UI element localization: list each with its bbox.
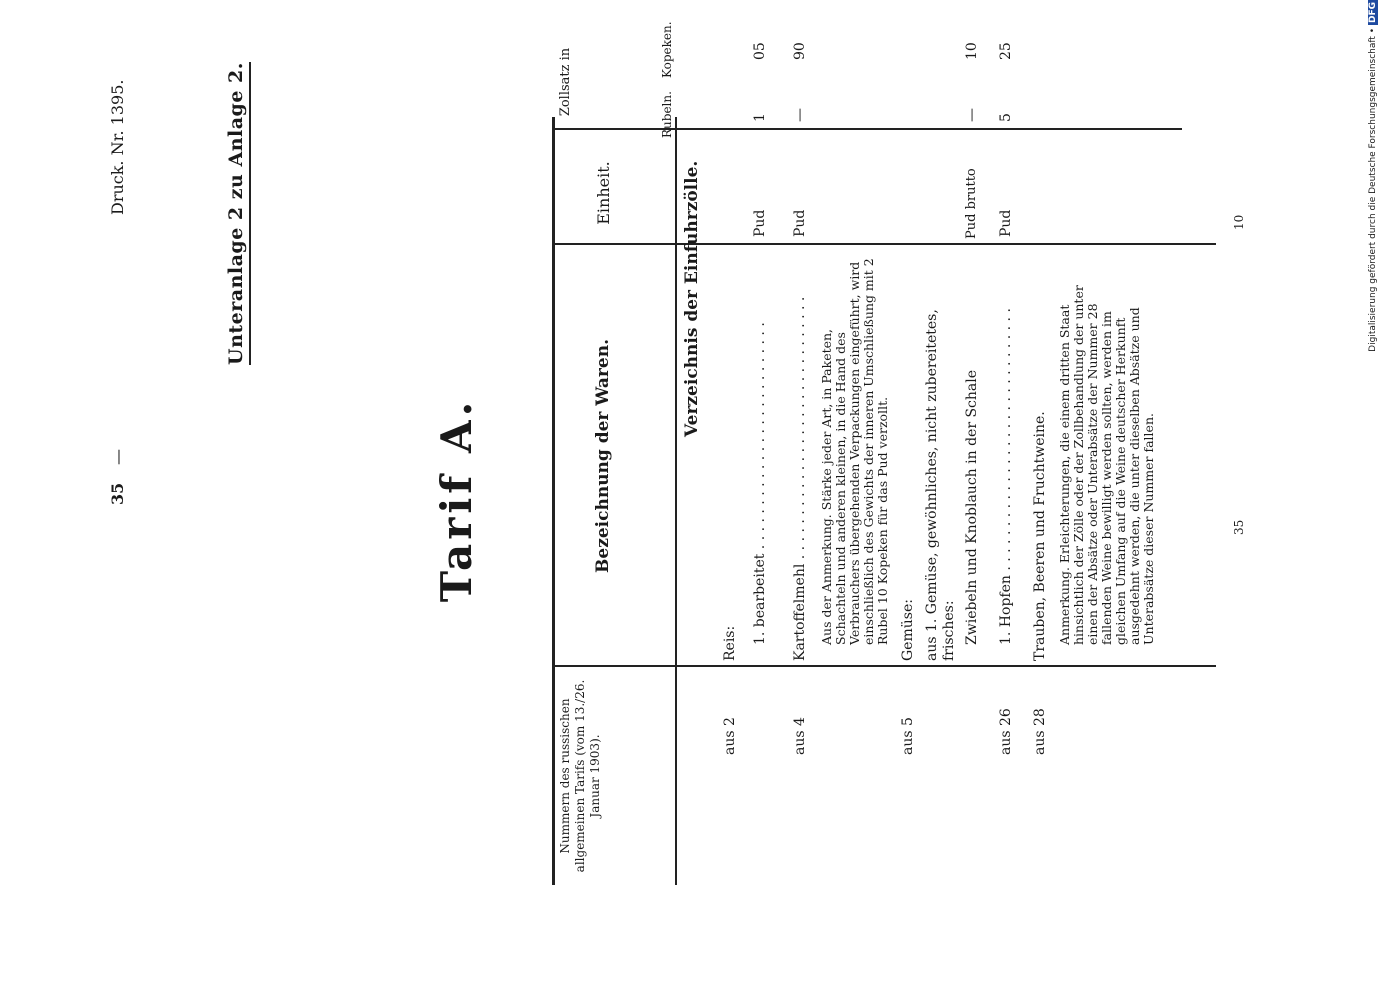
header-goods-description: Bezeichnung der Waren. [593, 339, 613, 573]
header-rubles: Rubeln. [660, 91, 674, 138]
row-text: Kartoffelmehl . . . . . . . . . . . . . . . . . . . . . . . . . . . . . . [792, 296, 808, 661]
row-number: aus 28 [1032, 708, 1048, 755]
page-number: 35 [108, 482, 127, 505]
row-text: aus 1. Gemüse, gewöhnliches, nicht zubereitetes, frisches: [924, 309, 957, 661]
header-unit: Einheit. [594, 161, 613, 225]
document-subtitle: Unteranlage 2 zu Anlage 2. [225, 62, 251, 365]
row-text: Zwiebeln und Knoblauch in der Schale [964, 369, 980, 645]
row-kopeks: 05 [752, 42, 768, 60]
document-title: Tarif A. [432, 397, 481, 603]
row-kopeks: 90 [792, 42, 808, 60]
dfg-logo: DFG [1368, 2, 1378, 24]
table-header-rule [675, 117, 677, 885]
row-note: Aus der Anmerkung. Stärke jeder Art, in Paketen, Schachteln und anderen kleinen, in die Hand des Verbrauchers übergehenden Verpackungen eingeführt, wird einschließlich des Gewichts der inneren Umschließung mit 2 Rubel 10 Kopeken für das Pud verzollt. [819, 258, 890, 645]
row-kopeks: 25 [998, 42, 1014, 60]
column-divider [552, 244, 1216, 246]
print-number: Druck. Nr. 1395. [108, 79, 127, 215]
row-unit: Pud [752, 209, 768, 237]
header-tariff-numbers: Nummern des russischen allgemeinen Tarifs (vom 13./26. Januar 1903). [558, 679, 602, 873]
row-rubles: 1 [752, 113, 768, 122]
row-number: aus 4 [792, 717, 808, 755]
credit-text: Digitalisierung gefördert durch die Deutsche Forschungsgemeinschaft • [1368, 27, 1378, 352]
header-dash: — [108, 449, 127, 465]
row-rubles: 5 [998, 113, 1014, 122]
row-unit: Pud brutto [964, 168, 979, 239]
row-note: Anmerkung. Erleichterungen, die einem dritten Staat hinsichtlich der Zölle oder der Zollbehandlung der unter einen der Absätze oder Unterabsätze der Nummer 28 fallenden Weine bewilligt werden sollten, werden im gleichen Umfang auf die Weine deutscher Herkunft ausgedehnt werden, die unter dieselben Absätze und Unterabsätze dieser Nummer fallen. [1057, 285, 1156, 645]
row-text: Trauben, Beeren und Fruchtweine. [1032, 411, 1048, 661]
row-unit: Pud [792, 209, 808, 237]
row-text: Gemüse: [900, 599, 916, 661]
tariff-table [552, 117, 1216, 885]
column-divider [552, 129, 1182, 131]
row-number: aus 26 [998, 708, 1014, 755]
header-duty-rate: Zollsatz in [558, 47, 573, 117]
row-rubles: — [792, 108, 808, 122]
row-unit: Pud [998, 209, 1014, 237]
footer-page-number: 35 [1232, 519, 1246, 535]
column-divider [552, 666, 1216, 668]
row-rubles: — [964, 108, 980, 122]
digitization-credit [1368, 0, 1378, 1000]
header-kopeks: Kopeken. [660, 21, 674, 78]
section-heading: Verzeichnis der Einfuhrzölle. [682, 160, 702, 437]
row-text: 1. bearbeitet . . . . . . . . . . . . . . . . . . . . . . . . . . [752, 322, 768, 645]
row-number: aus 2 [722, 717, 738, 755]
row-text: Reis: [722, 625, 738, 661]
table-top-rule [552, 117, 555, 885]
row-kopeks: 10 [964, 42, 980, 60]
row-number: aus 5 [900, 717, 916, 755]
footer-line-marker: 10 [1232, 214, 1246, 230]
row-text: 1. Hopfen . . . . . . . . . . . . . . . . . . . . . . . . . . . . . . [998, 308, 1014, 645]
